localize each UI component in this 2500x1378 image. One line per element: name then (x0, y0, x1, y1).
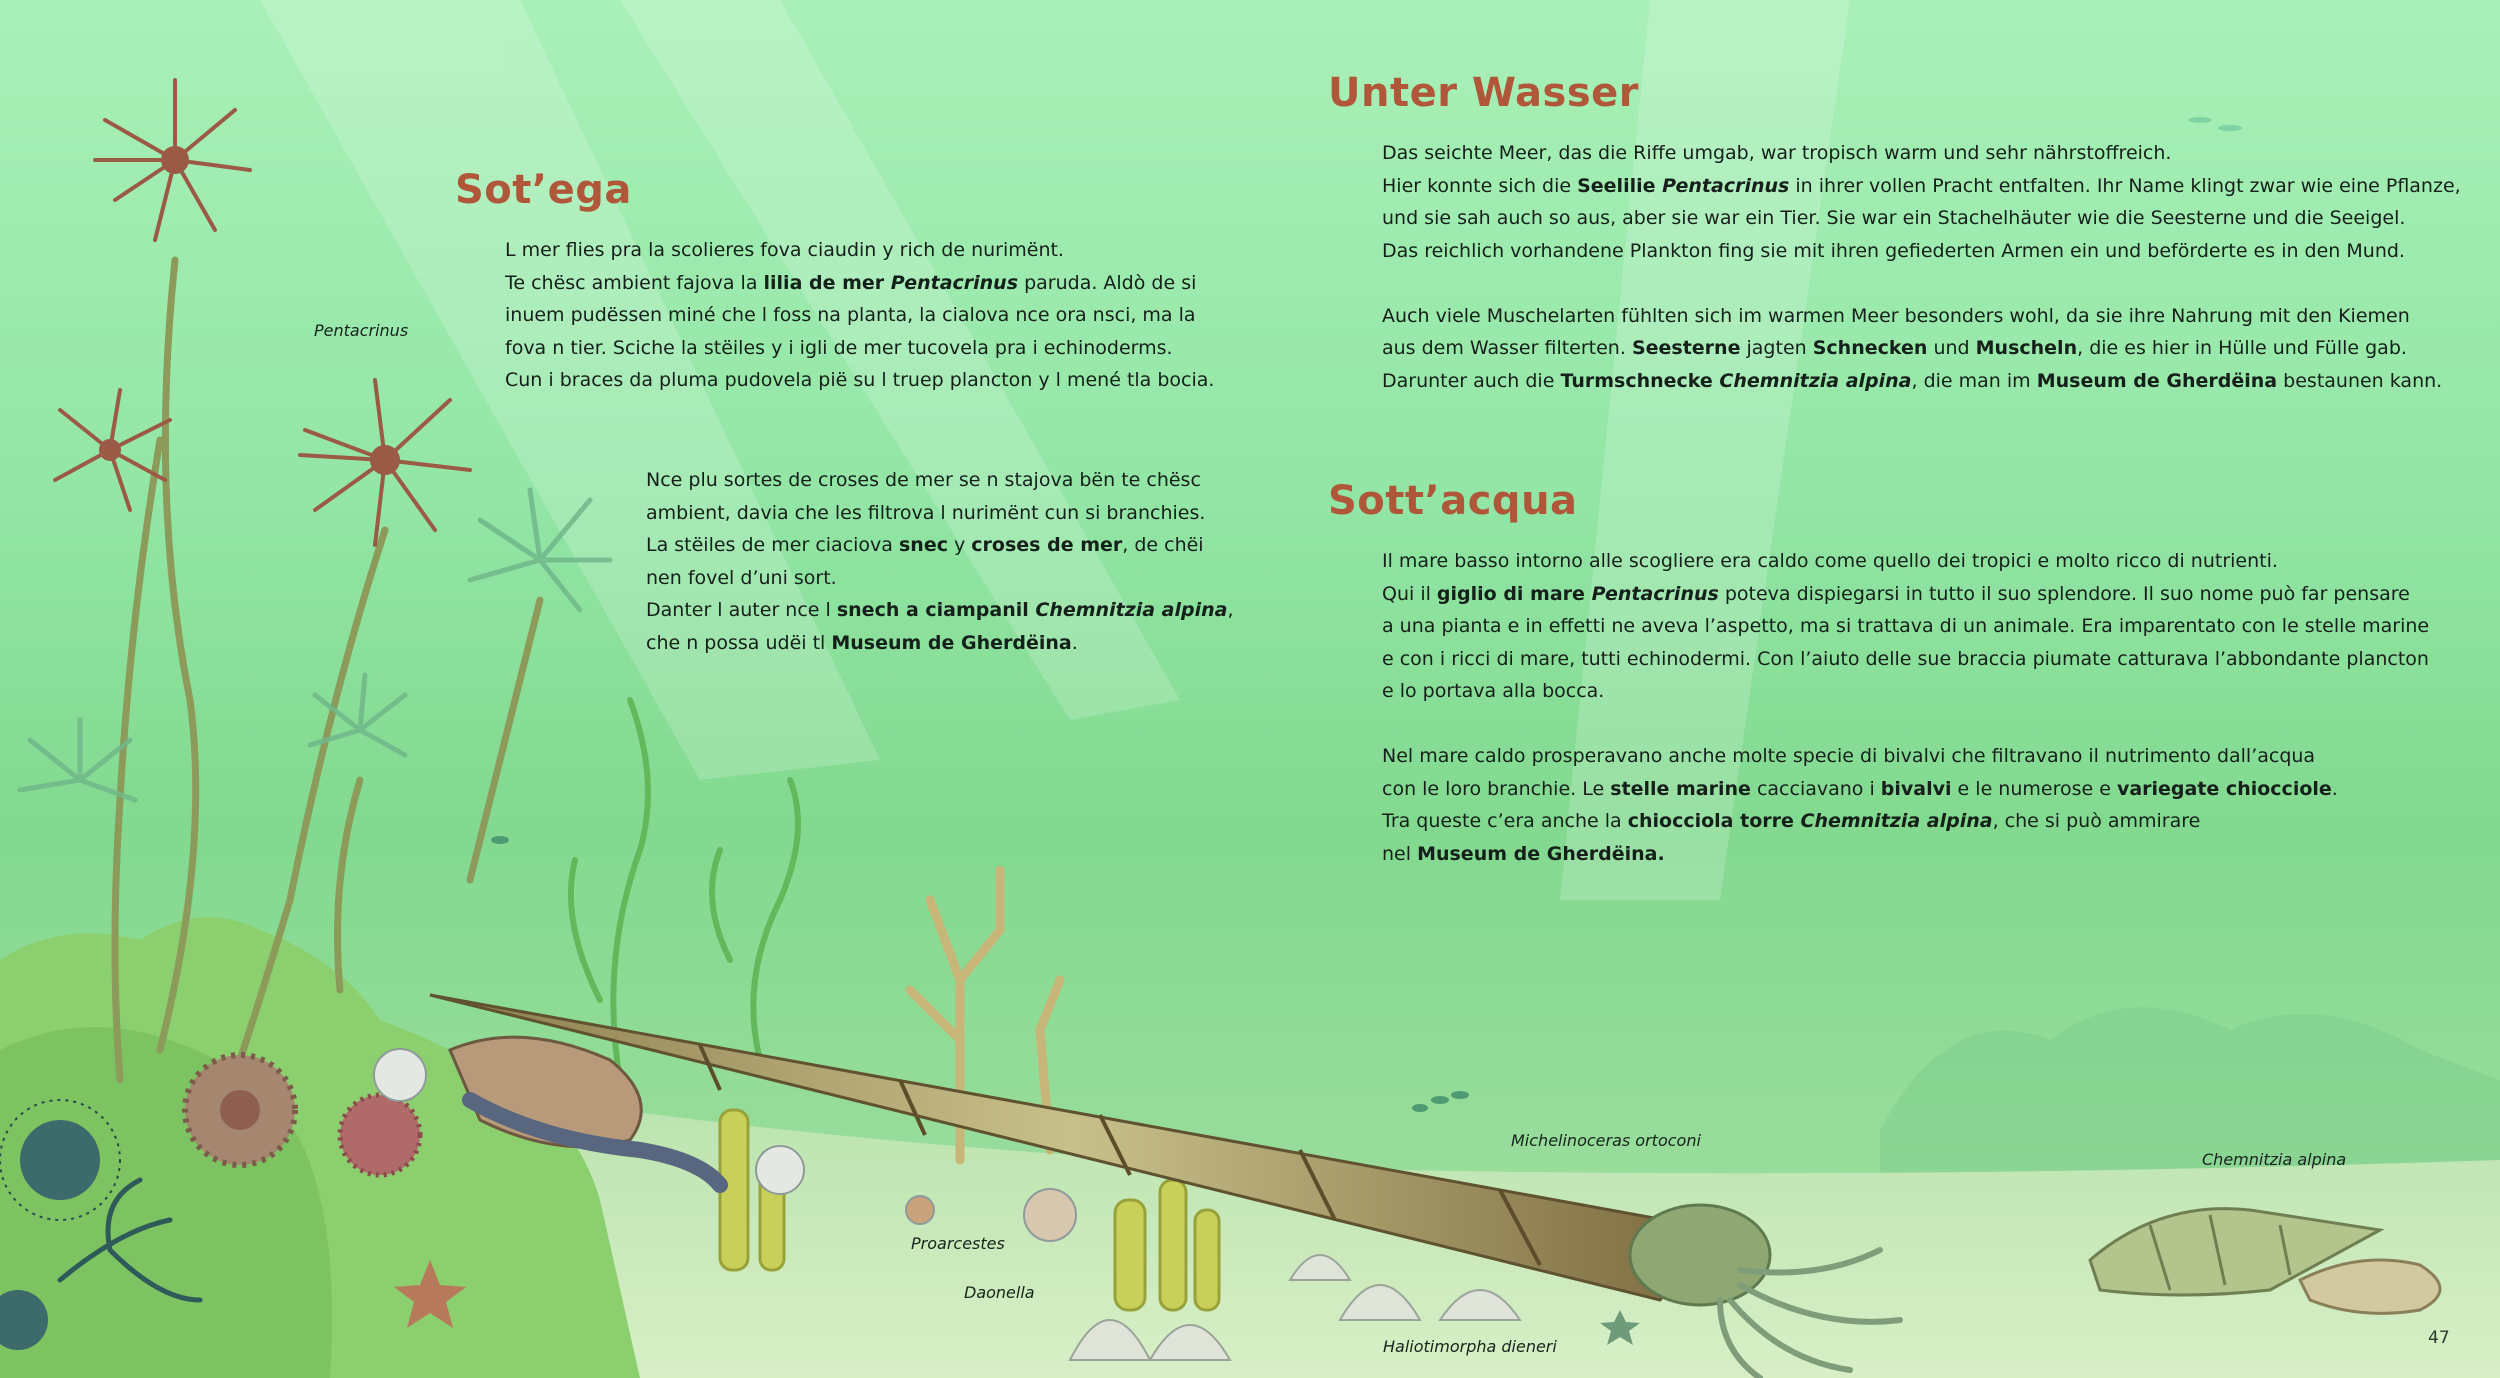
german-text (1382, 137, 2461, 397)
ladin-text-1 (505, 234, 1214, 397)
paragraph: Auch viele Muschelarten fühlten sich im warmen Meer besonders wohl, da sie ihre Nahrung mit den Kiemen aus dem Wasser filterten. Seesterne jagten Schnecken und Muscheln, die es hier in Hülle und Fülle gab. Darunter auch die Turmschnecke Chemnitzia alpina, die man im Museum de Gherdëina bestaunen kann. (1382, 304, 2443, 392)
label-haliotimorpha: Haliotimorpha dieneri (1383, 1337, 1557, 1356)
paragraph: Nce plu sortes de croses de mer se n stajova bën te chësc ambient, davia che les filtrova l nurimënt cun si branchies. La stëiles de mer ciaciova snec y croses de mer, de chëi nen fovel d’uni sort. Danter l auter nce l snech a ciampanil Chemnitzia alpina, che n possa udëi tl Museum de Gherdëina. (646, 469, 1234, 654)
ladin-title: Sot’ega (455, 167, 632, 213)
label-pentacrinus: Pentacrinus (314, 321, 409, 340)
paragraph: L mer flies pra la scolieres fova ciaudin y rich de nurimënt. Te chësc ambient fajova la lilia de mer Pentacrinus paruda. Aldò de si inuem pudëssen miné che l foss na planta, la cialova nce ora nsci, ma la fova n tier. Sciche la stëiles y i igli de mer tucovela pra i echinoderms. Cun i braces da pluma pudovela pië su l truep plancton y l mené tla bocia. (505, 239, 1215, 391)
italian-text (1382, 545, 2429, 870)
label-michelinoceras: Michelinoceras ortoconi (1511, 1131, 1701, 1150)
german-title: Unter Wasser (1328, 70, 1640, 116)
italian-title: Sott’acqua (1328, 478, 1578, 524)
label-daonella: Daonella (964, 1283, 1035, 1302)
label-chemnitzia: Chemnitzia alpina (2202, 1150, 2347, 1169)
label-proarcestes: Proarcestes (911, 1234, 1005, 1253)
paragraph: Nel mare caldo prosperavano anche molte specie di bivalvi che filtravano il nutrimento dall’acqua con le loro branchie. Le stelle marine cacciavano i bivalvi e le numerose e variegate chiocciole. Tra queste c’era anche la chiocciola torre Chemnitzia alpina, che si può ammirare nel Museum de Gherdëina. (1382, 745, 2338, 865)
paragraph: Das seichte Meer, das die Riffe umgab, war tropisch warm und sehr nährstoffreich. Hier konnte sich die Seelilie Pentacrinus in ihrer vollen Pracht entfalten. Ihr Name klingt zwar wie eine Pflanze, und sie sah auch so aus, aber sie war ein Tier. Sie war ein Stachelhäuter wie die Seesterne und die Seeigel. Das reichlich vorhandene Plankton fing sie mit ihren gefiederten Armen ein und beförderte es in den Mund. (1382, 142, 2461, 262)
paragraph: Il mare basso intorno alle scogliere era caldo come quello dei tropici e molto ricco di nutrienti. Qui il giglio di mare Pentacrinus poteva dispiegarsi in tutto il suo splendore. Il suo nome può far pensare a una pianta e in effetti ne aveva l’aspetto, ma si trattava di un animale. Era imparentato con le stelle marine e con i ricci di mare, tutti echinodermi. Con l’aiuto delle sue braccia piumate catturava l’abbondante plancton e lo portava alla bocca. (1382, 550, 2430, 702)
page-number: 47 (2428, 1328, 2450, 1348)
crinoid-crowns-green (20, 490, 610, 800)
ladin-text-2 (646, 464, 1234, 659)
